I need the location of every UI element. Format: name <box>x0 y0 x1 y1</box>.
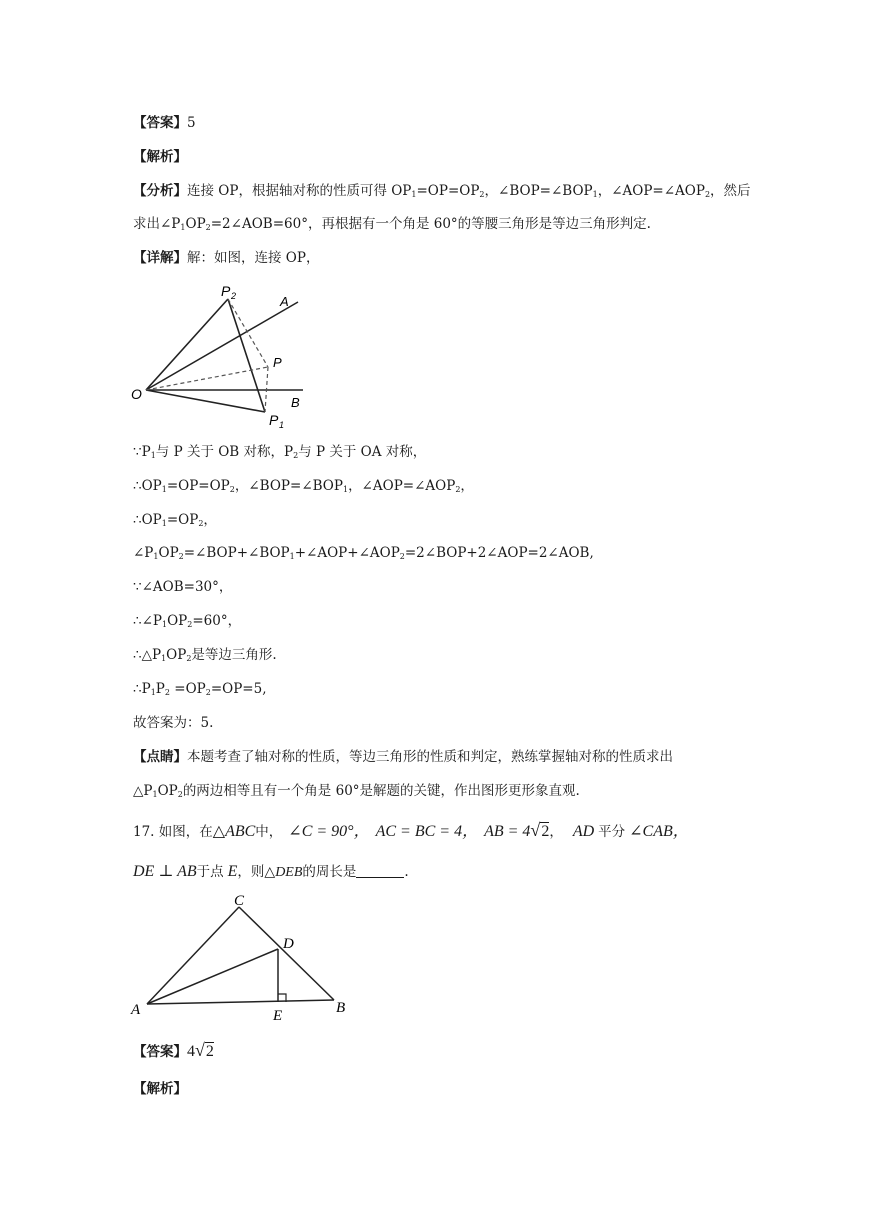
figure-triangle-abc <box>128 890 358 1025</box>
label-e: E <box>273 1008 283 1024</box>
answer-label: 【答案】 <box>133 115 187 131</box>
comment-line-2: $\triangle P_1OP_2$的两边相等且有一个角是 60°是解题的关键，作出图形更形象直观. <box>133 783 580 799</box>
svg-text:2: 2 <box>231 291 237 301</box>
analysis-17-label: 【解析】 <box>133 1081 187 1097</box>
figure-axis-symmetry <box>128 280 313 430</box>
question-17-line-1: 17. 如图，在△ABC中， ∠C = 90°， AC = BC = 4， AB = 4√2， AD 平分 ∠CAB， <box>133 820 689 840</box>
label-c: C <box>234 893 245 909</box>
label-b: B <box>291 395 300 410</box>
proof-line-9: 故答案为：5. <box>133 715 214 731</box>
proof-line-6: $\therefore\angle P_1OP_2=60^\circ$， <box>133 613 242 629</box>
proof-line-8: $\therefore P_1P_2 =OP_2=OP=5$, <box>133 681 267 697</box>
answer-value: 5 <box>187 115 196 131</box>
svg-text:1: 1 <box>279 420 285 430</box>
question-17-line-2: DE ⊥ AB于点 E，则△DEB的周长是 . <box>133 863 409 880</box>
proof-line-7: $\therefore\triangle P_1OP_2$是等边三角形. <box>133 647 277 663</box>
answer-blank <box>356 863 404 878</box>
label-p: P <box>273 355 282 370</box>
detail-line: 【详解】解：如图，连接 OP， <box>133 250 320 266</box>
proof-line-1: $\because P_1$与 P 关于 OB 对称，$P_2$与 P 关于 OA 对称， <box>133 444 427 460</box>
label-a2: A <box>131 1002 141 1018</box>
label-p2: P <box>221 283 231 299</box>
proof-line-4: $\angle P_1OP_2=\angle BOP+\angle BOP_1+\angle AOP+\angle AOP_2=2\angle BOP+2\angle AOP=2\angle AOB$, <box>133 545 594 561</box>
label-b2: B <box>336 1000 346 1016</box>
answer-17-line: 【答案】4√2 <box>133 1040 214 1060</box>
comment-line-1: 【点睛】本题考查了轴对称的性质，等边三角形的性质和判定，熟练掌握轴对称的性质求出 <box>133 749 673 765</box>
analysis-line-2: 求出$\angle P_1OP_2=2\angle AOB=60^\circ$，再根据有一个角是 60°的等腰三角形是等边三角形判定. <box>133 216 651 232</box>
proof-line-2: $\therefore OP_1=OP=OP_2$，$\angle BOP=\angle BOP_1$，$\angle AOP=\angle AOP_2$， <box>133 478 474 494</box>
label-o: O <box>131 386 142 402</box>
proof-line-3: $\therefore OP_1=OP_2$， <box>133 512 217 528</box>
proof-line-5: ∵∠AOB=30°， <box>133 579 233 595</box>
label-a: A <box>280 294 289 309</box>
label-p1: P <box>269 412 279 428</box>
answer-line <box>133 113 196 133</box>
analysis-label: 【解析】 <box>133 149 187 165</box>
label-d: D <box>283 936 294 952</box>
analysis-line-1: 【分析】连接 OP，根据轴对称的性质可得 $OP_1=OP=OP_2$，$\angle BOP=\angle BOP_1$，$\angle AOP=\angle AOP_2$，然后 <box>133 183 751 199</box>
